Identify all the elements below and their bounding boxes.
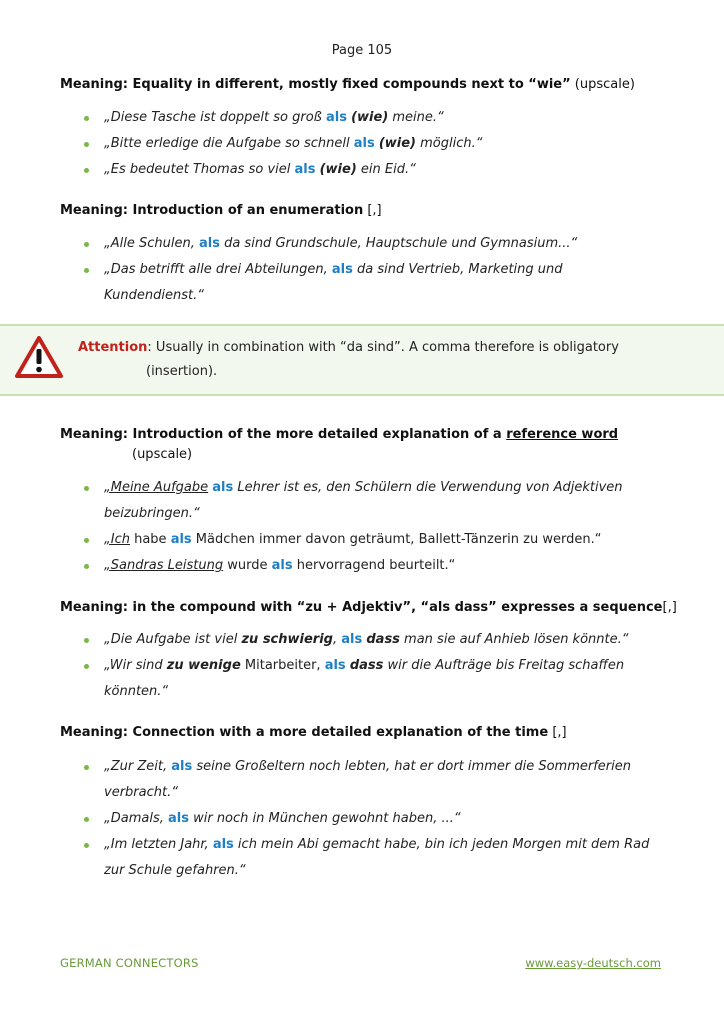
footer-website-link[interactable]: www.easy-deutsch.com — [525, 956, 661, 970]
list-item: „Damals, als wir noch in München gewohnt haben, ...“ — [84, 806, 654, 832]
attention-box — [0, 324, 724, 396]
section-heading-time — [60, 723, 690, 743]
list-item: „Es bedeutet Thomas so viel als (wie) ein Eid.“ — [84, 157, 654, 183]
attention-text: Attention: Usually in combination with “da sind”. A comma therefore is obligatory (insertion). — [78, 336, 678, 384]
heading-text: Meaning: Introduction of an enumeration — [60, 203, 364, 218]
attention-text-continued: (insertion). — [146, 364, 218, 379]
list-item: „Meine Aufgabe als Lehrer ist es, den Schülern die Verwendung von Adjektiven beizubringen.“ — [84, 475, 654, 527]
list-item: „Sandras Leistung wurde als hervorragend beurteilt.“ — [84, 553, 654, 579]
list-item: „Alle Schulen, als da sind Grundschule, Hauptschule und Gymnasium...“ — [84, 231, 654, 257]
heading-note: [,] — [662, 600, 677, 615]
example-list-sequence — [84, 627, 654, 705]
page-number: Page 105 — [331, 43, 393, 58]
heading-note: [,] — [363, 203, 382, 218]
heading-text: Meaning: in the compound with “zu + Adjektiv”, “als dass” expresses a sequence — [60, 600, 663, 615]
list-item: „Ich habe als Mädchen immer davon geträumt, Ballett-Tänzerin zu werden.“ — [84, 527, 654, 553]
list-item: „Zur Zeit, als seine Großeltern noch lebten, hat er dort immer die Sommerferien verbracht.“ — [84, 754, 654, 806]
section-heading-enumeration — [60, 201, 690, 221]
list-item: „Bitte erledige die Aufgabe so schnell als (wie) möglich.“ — [84, 131, 654, 157]
list-item: „Wir sind zu wenige Mitarbeiter, als dass wir die Aufträge bis Freitag schaffen könnten.“ — [84, 653, 654, 705]
heading-underlined: reference word — [506, 427, 619, 442]
heading-text: Meaning: Introduction of the more detailed explanation of a — [60, 427, 507, 442]
section-heading-sequence — [60, 598, 690, 618]
example-list-equality — [84, 105, 654, 183]
heading-note: [,] — [548, 725, 567, 740]
heading-note: (upscale) — [570, 77, 635, 92]
list-item: „Die Aufgabe ist viel zu schwierig, als dass man sie auf Anhieb lösen könnte.“ — [84, 627, 654, 653]
heading-text: Meaning: Connection with a more detailed explanation of the time — [60, 725, 549, 740]
example-list-enumeration — [84, 231, 654, 309]
footer-title: GERMAN CONNECTORS — [60, 956, 199, 970]
example-list-time — [84, 754, 654, 884]
section-heading-reference-word — [60, 425, 690, 465]
warning-triangle-icon — [14, 335, 64, 379]
example-list-reference-word — [84, 475, 654, 579]
heading-text: Meaning: Equality in different, mostly fixed compounds next to “wie” — [60, 77, 571, 92]
list-item: „Im letzten Jahr, als ich mein Abi gemacht habe, bin ich jeden Morgen mit dem Rad zur Schule gefahren.“ — [84, 832, 654, 884]
heading-note: (upscale) — [132, 447, 193, 462]
section-heading-equality — [60, 75, 690, 95]
list-item: „Das betrifft alle drei Abteilungen, als da sind Vertrieb, Marketing und Kundendienst.“ — [84, 257, 654, 309]
attention-label: Attention — [78, 340, 148, 355]
list-item: „Diese Tasche ist doppelt so groß als (wie) meine.“ — [84, 105, 654, 131]
